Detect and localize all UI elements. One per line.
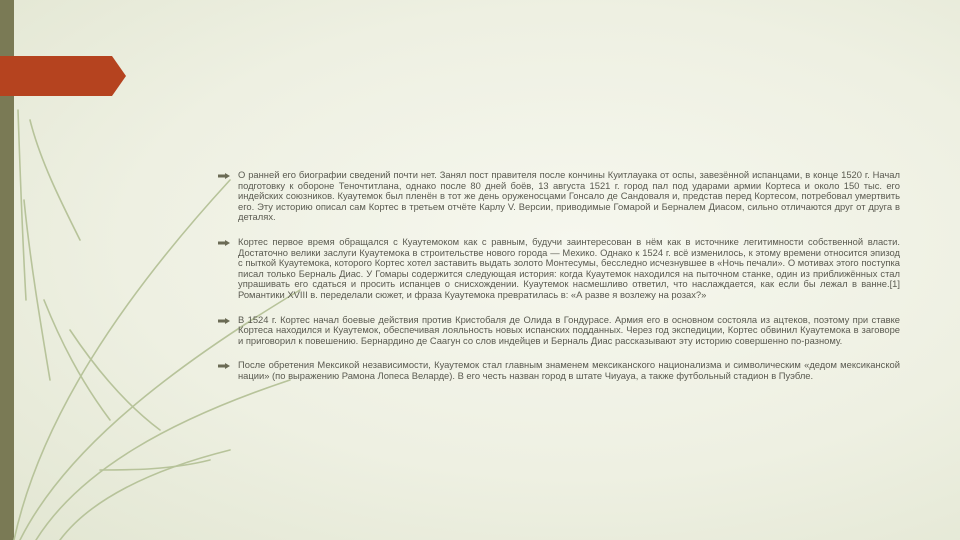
bullet-text: Кортес первое время обращался с Куаутемоком как с равным, будучи заинтересован в нём как в источнике легитимности собственной власти. Достаточно велики заслуги Куаутемока в строительстве нового города — Мехико. Однако к 1524 г. всё изменилось, к этому времени относится эпизод с пыткой Куаутемока, которого Кортес хотел заставить выдать золото Монтесумы, бесследно исчезнувшее в «Ночь печали». О мотивах этого поступка писал только Берналь Диас. У Гомары содержится следующая история: когда Куаутемок находился на пыточном станке, один из приближённых стал упрашивать его сдаться и просить испанцев о снисхождении. Куаутемок насмешливо ответил, что наслаждается, как если бы лежал в ванне.[1] Романтики XVIII в. переделали сюжет, и фраза Куаутемока превратилась в: «А разве я возлежу на розах?»	[238, 235, 900, 300]
bullet-list	[218, 170, 900, 396]
bullet-text: В 1524 г. Кортес начал боевые действия против Кристобаля де Олида в Гондурасе. Армия его в основном состояла из ацтеков, поэтому при ставке Кортеса находился и Куаутемок, обеспечивая лояльность новых испанских подданных. Через год экспедиции, Кортес обвинил Куаутемока в заговоре и приговорил к повешению. Бернардино де Саагун со слов индейцев и Берналь Диас рассказывают эту историю совершенно по-разному.	[238, 313, 900, 346]
bullet-item	[218, 315, 900, 347]
branch-line	[30, 120, 80, 240]
branch-line	[60, 450, 230, 540]
branch-line	[36, 380, 290, 540]
red-accent-tab	[0, 56, 126, 96]
arrow-bullet-icon	[218, 318, 230, 324]
bullet-item	[218, 360, 900, 381]
bullet-text: О ранней его биографии сведений почти нет. Занял пост правителя после кончины Куитлауака от оспы, завезённой испанцами, в конце 1520 г. Начал подготовку к обороне Теночтитлана, однако после 80 дней боёв, 13 августа 1521 г. город пал под ударами армии Кортеса и около 150 тыс. его индейских союзников. Куаутемок был пленён в тот же день оруженосцами Гонсало де Сандоваля и, представ перед Кортесом, потребовал умертвить его. Эту историю описал сам Кортес в третьем отчёте Карлу V. Версии, приводимые Гомарой и Берналем Диасом, сильно отличаются друг от друга в деталях.	[238, 169, 900, 223]
branch-line	[44, 300, 110, 420]
bullet-item	[218, 170, 900, 223]
branch-line	[24, 200, 50, 380]
branch-line	[100, 460, 210, 470]
arrow-bullet-icon	[218, 173, 230, 179]
arrow-bullet-icon	[218, 240, 230, 246]
bullet-text: После обретения Мексикой независимости, Куаутемок стал главным знаменем мексиканского национализма и символическим «дедом мексиканской нации» (по выражению Рамона Лопеса Веларде). В его честь назван город в штате Чиуауа, а также футбольный стадион в Пуэбле.	[238, 359, 900, 381]
bullet-item	[218, 237, 900, 301]
arrow-bullet-icon	[218, 363, 230, 369]
